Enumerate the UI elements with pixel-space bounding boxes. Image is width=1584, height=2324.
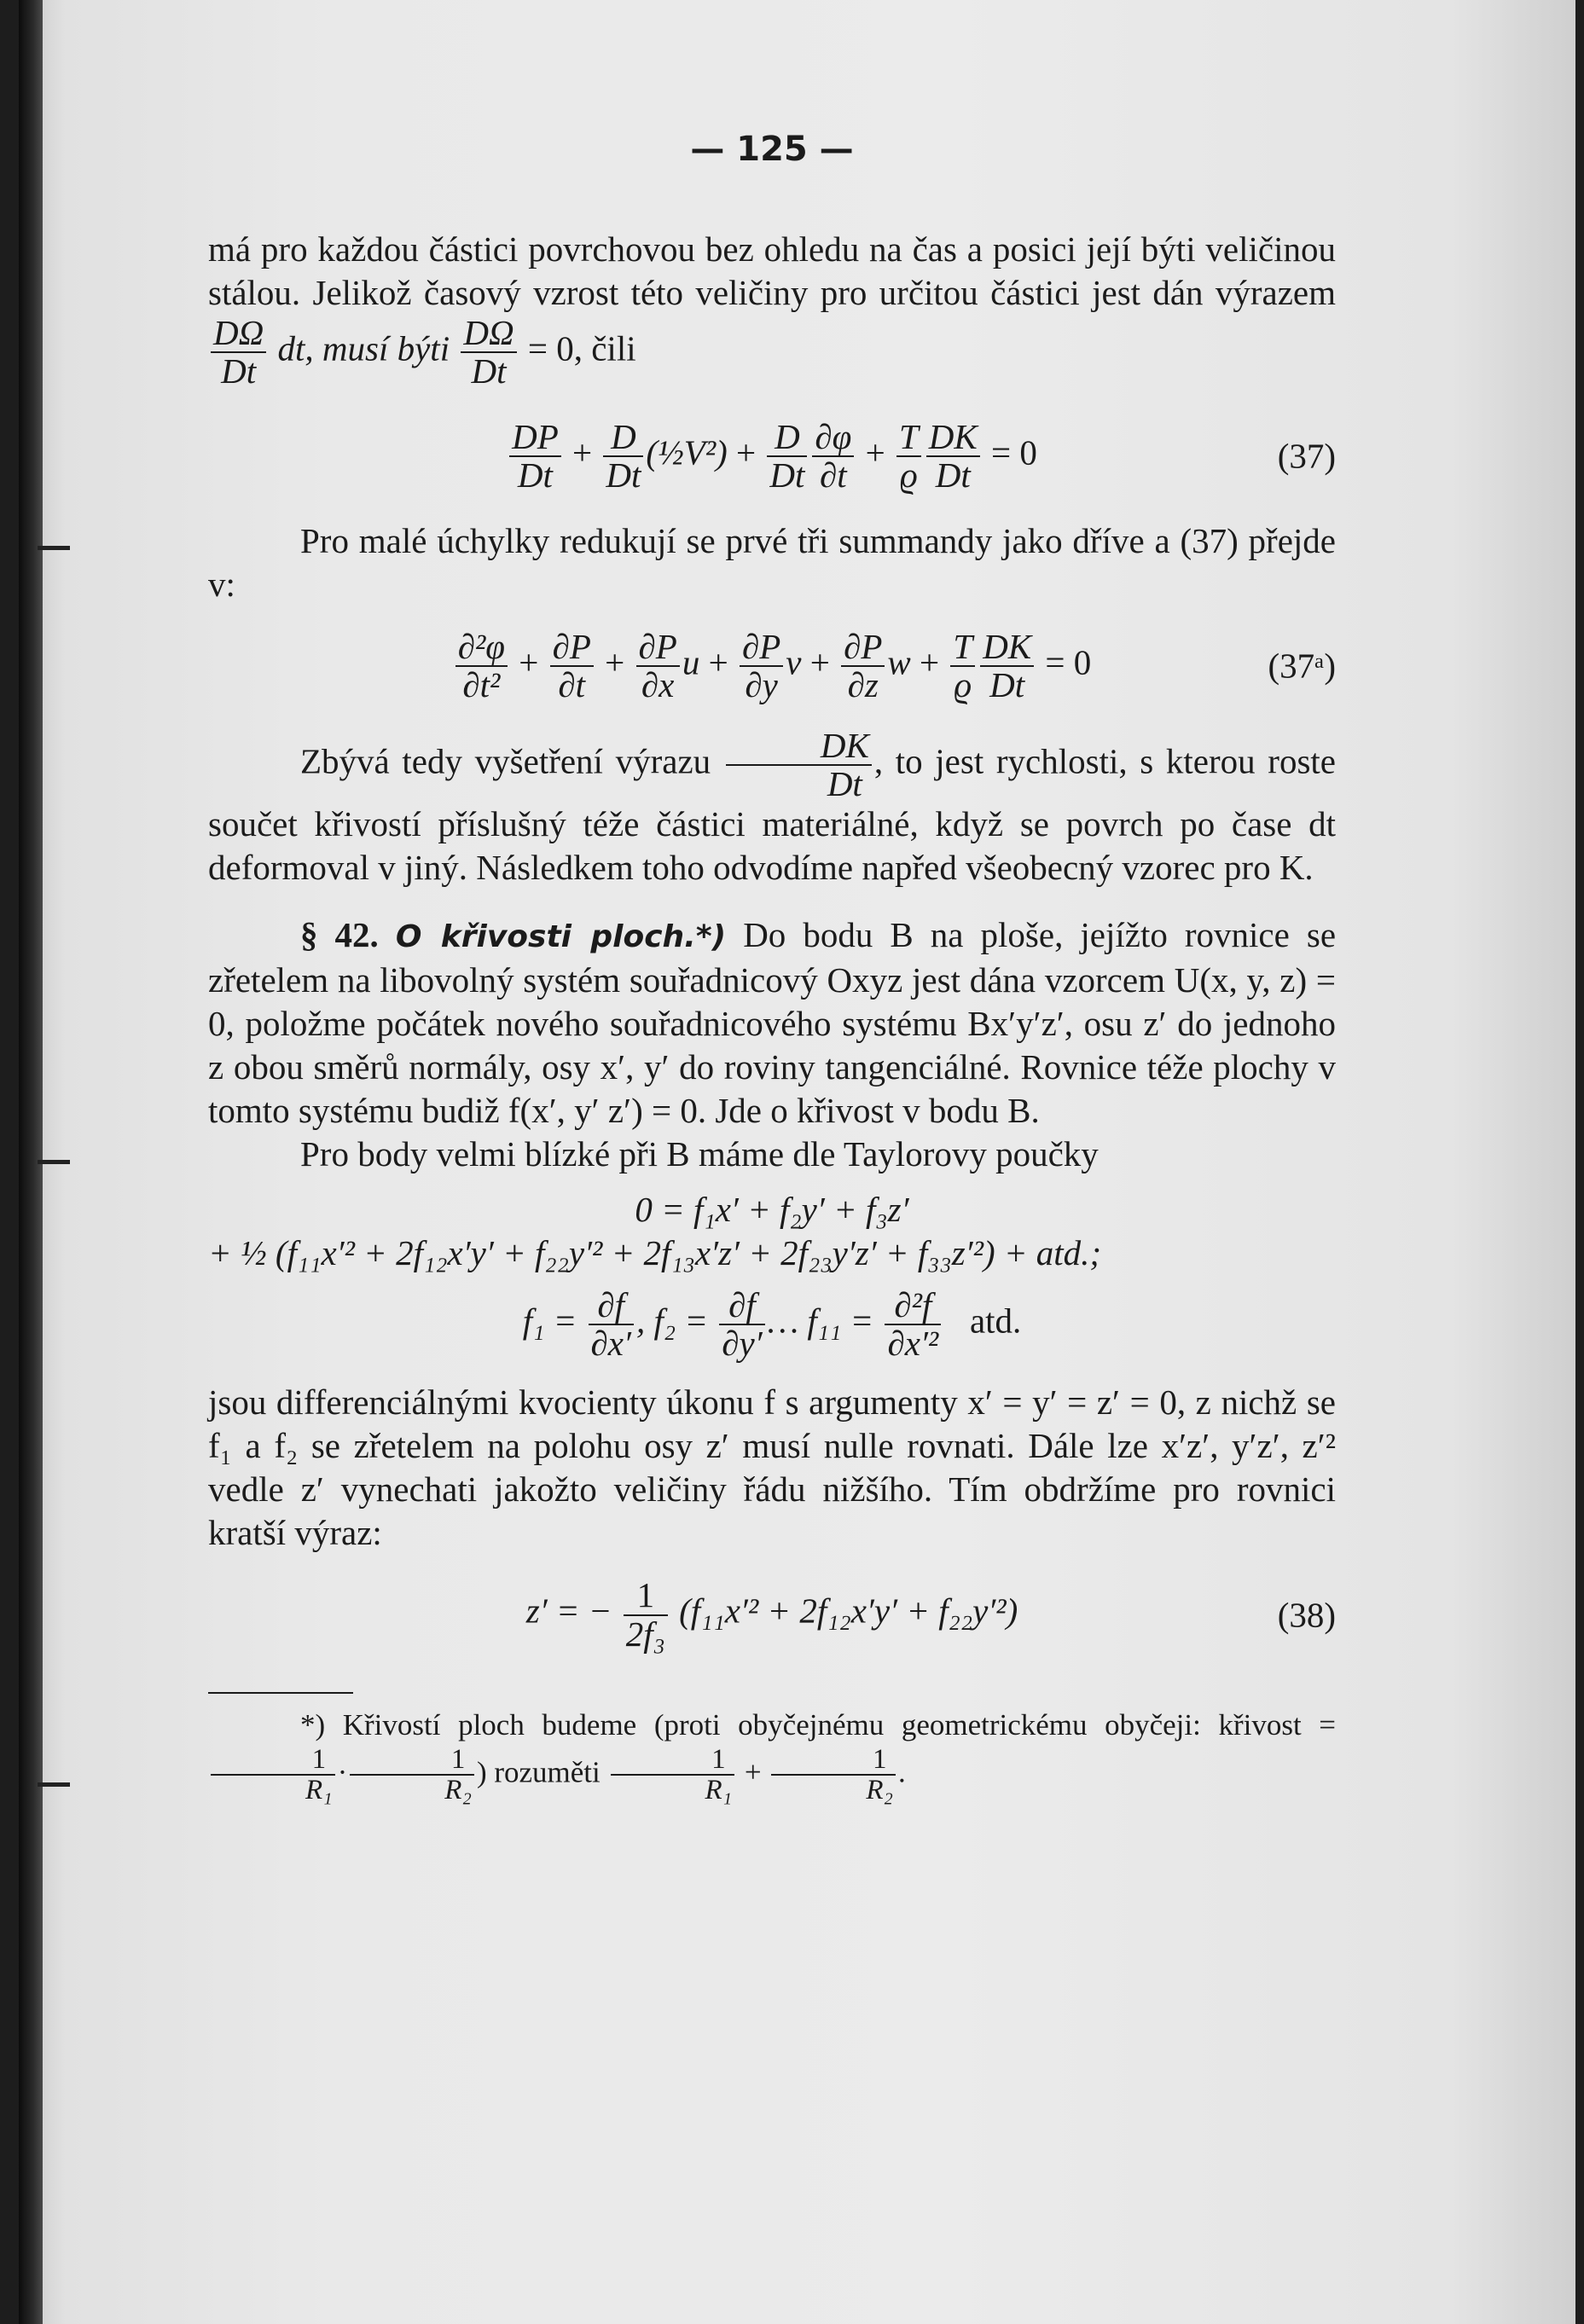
equation-37a: $\frac{\text{∂²φ}}{\text{∂t²}}$ + $\frac{\partial P}{\partial t}$ + $\frac{\partial P}{\partial x}$ u + $\frac{\partial P}{\partial y}$ v + $\frac{\partial P}{\partial z}$ w + $\frac{T}{ϱ}$ $\frac{DK}{Dt}$ = 0 (37ᵃ) bbox=[208, 629, 1336, 704]
footnote-divider bbox=[208, 1692, 353, 1694]
paragraph-1: má pro každou částici povrchovou bez ohledu na čas a posici její býti veličinou stálou. Jelikož časový vzrost této veličiny pro určitou částici jest dán výrazem $\frac{D\Omega}{Dt}$ dt, musí býti $\frac{D\Omega}{Dt}$ = 0, čili bbox=[208, 229, 1336, 391]
fraction: $\frac{D\Omega}{Dt}$ bbox=[211, 315, 266, 390]
section-title: O křivosti ploch.*) bbox=[395, 919, 727, 955]
equation-taylor-line-1: 0 = f₁x′ + f₂y′ + f₃z′ bbox=[635, 1190, 909, 1230]
paragraph-2: Pro malé úchylky redukují se prvé tři summandy jako dříve a (37) přejde v: bbox=[208, 521, 1336, 605]
section-text: Do bodu B na ploše, jejížto rovnice se zřetelem na libovolný systém souřadnicový Oxyz jest dána vzorcem U(x, y, z) = 0, položme počátek nového souřadnicového systému Bx′y′z′, osu z′ do jednoho z obou směrů normály, osy x′, y′ do roviny tangenciálné. Rovnice téže plochy v tomto systému budiž f(x′, y′ z′) = 0. Jde o křivost v bodu B. bbox=[208, 915, 1337, 1131]
section-heading: § 42. bbox=[300, 915, 379, 955]
equation-number: (38) bbox=[1277, 1595, 1336, 1635]
equation-number: (37ᵃ) bbox=[1268, 646, 1336, 686]
paragraph-5: jsou differenciálnými kvocienty úkonu f s argumenty x′ = y′ = z′ = 0, z nichž se f₁ a f₂ se zřetelem na polohu osy z′ musí nulle rovnati. Dále lze x′z′, y′z′, z′² vedle z′ vynechati jakožto veličiny řádu nižšího. Tím obdržíme pro rovnici kratší výraz: bbox=[208, 1382, 1336, 1553]
paragraph-3: Zbývá tedy vyšetření výrazu $\frac{DK}{Dt}$ , to jest rychlosti, s kterou roste součet křivostí příslušný téže částici materiálné, když se povrch po čase dt deformoval v jiný. Následkem toho odvodíme napřed všeobecný vzorec pro K. bbox=[208, 726, 1337, 888]
footnote: *) Křivostí ploch budeme (proti obyčejnému geometrickému obyčeji: křivost = $\frac{1}{\text{R₁}}$ · $\frac{1}{\text{R₂}}$ ) rozuměti $\frac{1}{\text{R₁}}$ + $\frac{1}{\text{R₂}}$ . bbox=[208, 1706, 1336, 1805]
margin-mark bbox=[38, 1782, 70, 1787]
margin-mark bbox=[38, 546, 70, 550]
equation-taylor-line-2: + ½ (f₁₁x′² + 2f₁₂x′y′ + f₂₂y′² + 2f₁₃x′z′ + 2f₂₃y′z′ + f₃₃z′²) + atd.; bbox=[208, 1233, 1102, 1273]
scanned-page bbox=[19, 0, 1575, 2324]
page-number: — 125 — bbox=[690, 130, 854, 169]
equation-number: (37) bbox=[1277, 436, 1336, 476]
section-42 bbox=[208, 913, 1336, 1133]
paragraph-4: Pro body velmi blízké při B máme dle Taylorovy poučky bbox=[300, 1134, 1099, 1174]
fraction: $\frac{DK}{Dt}$ bbox=[726, 727, 872, 803]
fraction: $\frac{D\Omega}{Dt}$ bbox=[461, 315, 516, 390]
equation-37: $\frac{DP}{Dt}$ + $\frac{D}{Dt}$ (½V²) + $\frac{D}{Dt}$ $\frac{\partial\varphi}{\partial t}$ + $\frac{T}{ϱ}$ $\frac{DK}{Dt}$ = 0 (37) bbox=[208, 419, 1336, 494]
equation-derivatives: f₁ = $\frac{\partial f}{\partial x'}$ , f₂ = $\frac{\partial f}{\partial y'}$ … f₁₁ = $\frac{\text{∂²f}}{\text{∂x′²}}$ atd. bbox=[522, 1285, 1022, 1364]
equation-38: z′ = − $\frac{1}{\text{2f₃}}$ (f₁₁x′² + 2f₁₂x′y′ + f₂₂y′²) (38) bbox=[525, 1575, 1336, 1654]
margin-mark bbox=[38, 1160, 70, 1164]
page-content bbox=[208, 128, 1336, 1805]
